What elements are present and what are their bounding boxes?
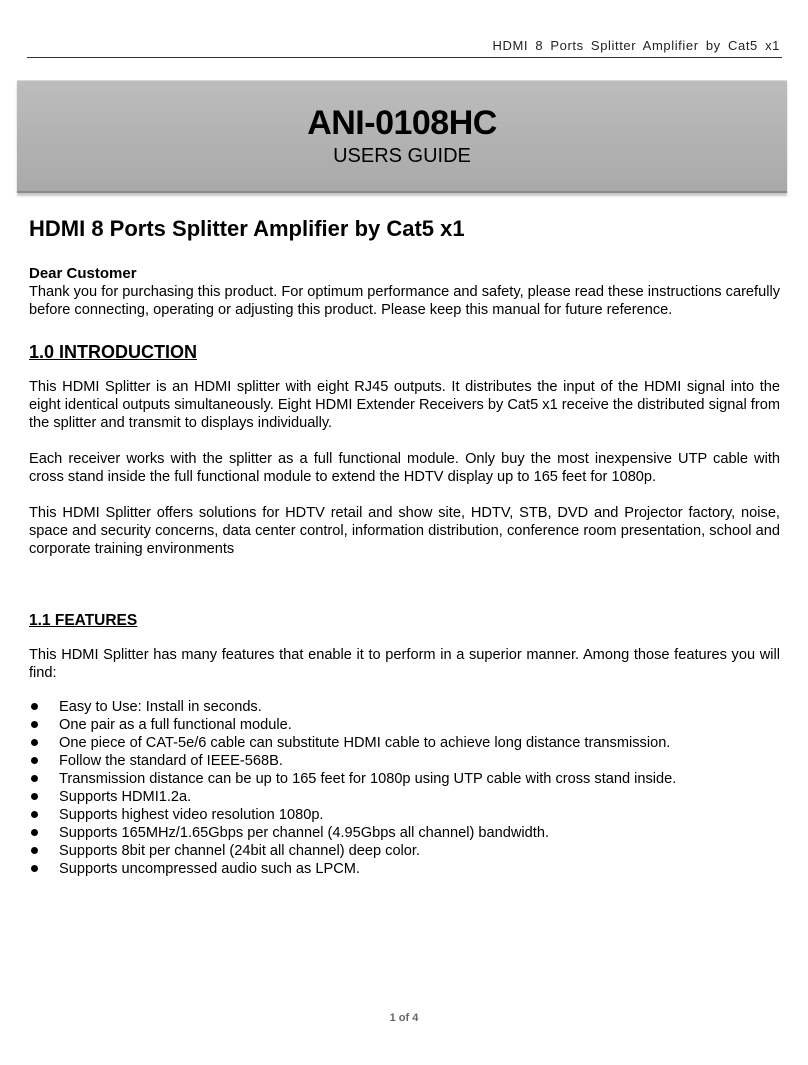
bullet-icon [31,721,38,728]
bullet-icon [31,865,38,872]
bullet-icon [31,811,38,818]
feature-item: Follow the standard of IEEE-568B. [29,752,780,770]
features-intro: This HDMI Splitter has many features that enable it to perform in a superior manner. Among those features you will find: [29,647,780,681]
running-header: HDMI 8 Ports Splitter Amplifier by Cat5 x1 [492,38,780,53]
bullet-icon [31,829,38,836]
model-number: ANI-0108HC [307,104,497,142]
intro-paragraph-1: This HDMI Splitter is an HDMI splitter with eight RJ45 outputs. It distributes the input of the HDMI signal into the eight identical outputs simultaneously. Eight HDMI Extender Receivers by Cat5 x1 receive the distributed signal from the splitter and transmit to displays individually. [29,379,780,431]
thank-you-paragraph: Thank you for purchasing this product. For optimum performance and safety, please read these instructions carefully before connecting, operating or adjusting this product. Please keep this manual for future reference. [29,284,780,318]
feature-item: Supports 8bit per channel (24bit all channel) deep color. [29,842,780,860]
feature-item: Easy to Use: Install in seconds. [29,698,780,716]
feature-item: Supports HDMI1.2a. [29,788,780,806]
feature-item: Supports uncompressed audio such as LPCM. [29,860,780,878]
header-divider [27,57,782,58]
bullet-icon [31,775,38,782]
page-number: 1 of 4 [389,1012,419,1024]
feature-item: Supports highest video resolution 1080p. [29,806,780,824]
bullet-icon [31,793,38,800]
users-guide-label: USERS GUIDE [333,145,471,167]
intro-paragraph-2: Each receiver works with the splitter as a full functional module. Only buy the most inexpensive UTP cable with cross stand inside the full functional module to extend the HDTV display up to 165 feet for 1080p. [29,451,780,485]
document-title: HDMI 8 Ports Splitter Amplifier by Cat5 x1 [29,216,465,241]
feature-item: Transmission distance can be up to 165 feet for 1080p using UTP cable with cross stand inside. [29,770,780,788]
bullet-icon [31,757,38,764]
feature-item: One pair as a full functional module. [29,716,780,734]
introduction-heading: 1.0 INTRODUCTION [29,342,198,362]
features-heading: 1.1 FEATURES [29,612,138,629]
bullet-icon [31,703,38,710]
feature-item: Supports 165MHz/1.65Gbps per channel (4.95Gbps all channel) bandwidth. [29,824,780,842]
document-body [29,265,780,878]
features-list [29,698,780,878]
feature-item: One piece of CAT-5e/6 cable can substitute HDMI cable to achieve long distance transmission. [29,734,780,752]
title-banner [17,80,787,193]
intro-paragraph-3: This HDMI Splitter offers solutions for HDTV retail and show site, HDTV, STB, DVD and Projector factory, noise, space and security concerns, data center control, information distribution, conference room presentation, school and corporate training environments [29,505,780,557]
bullet-icon [31,739,38,746]
greeting: Dear Customer [29,265,137,282]
bullet-icon [31,847,38,854]
